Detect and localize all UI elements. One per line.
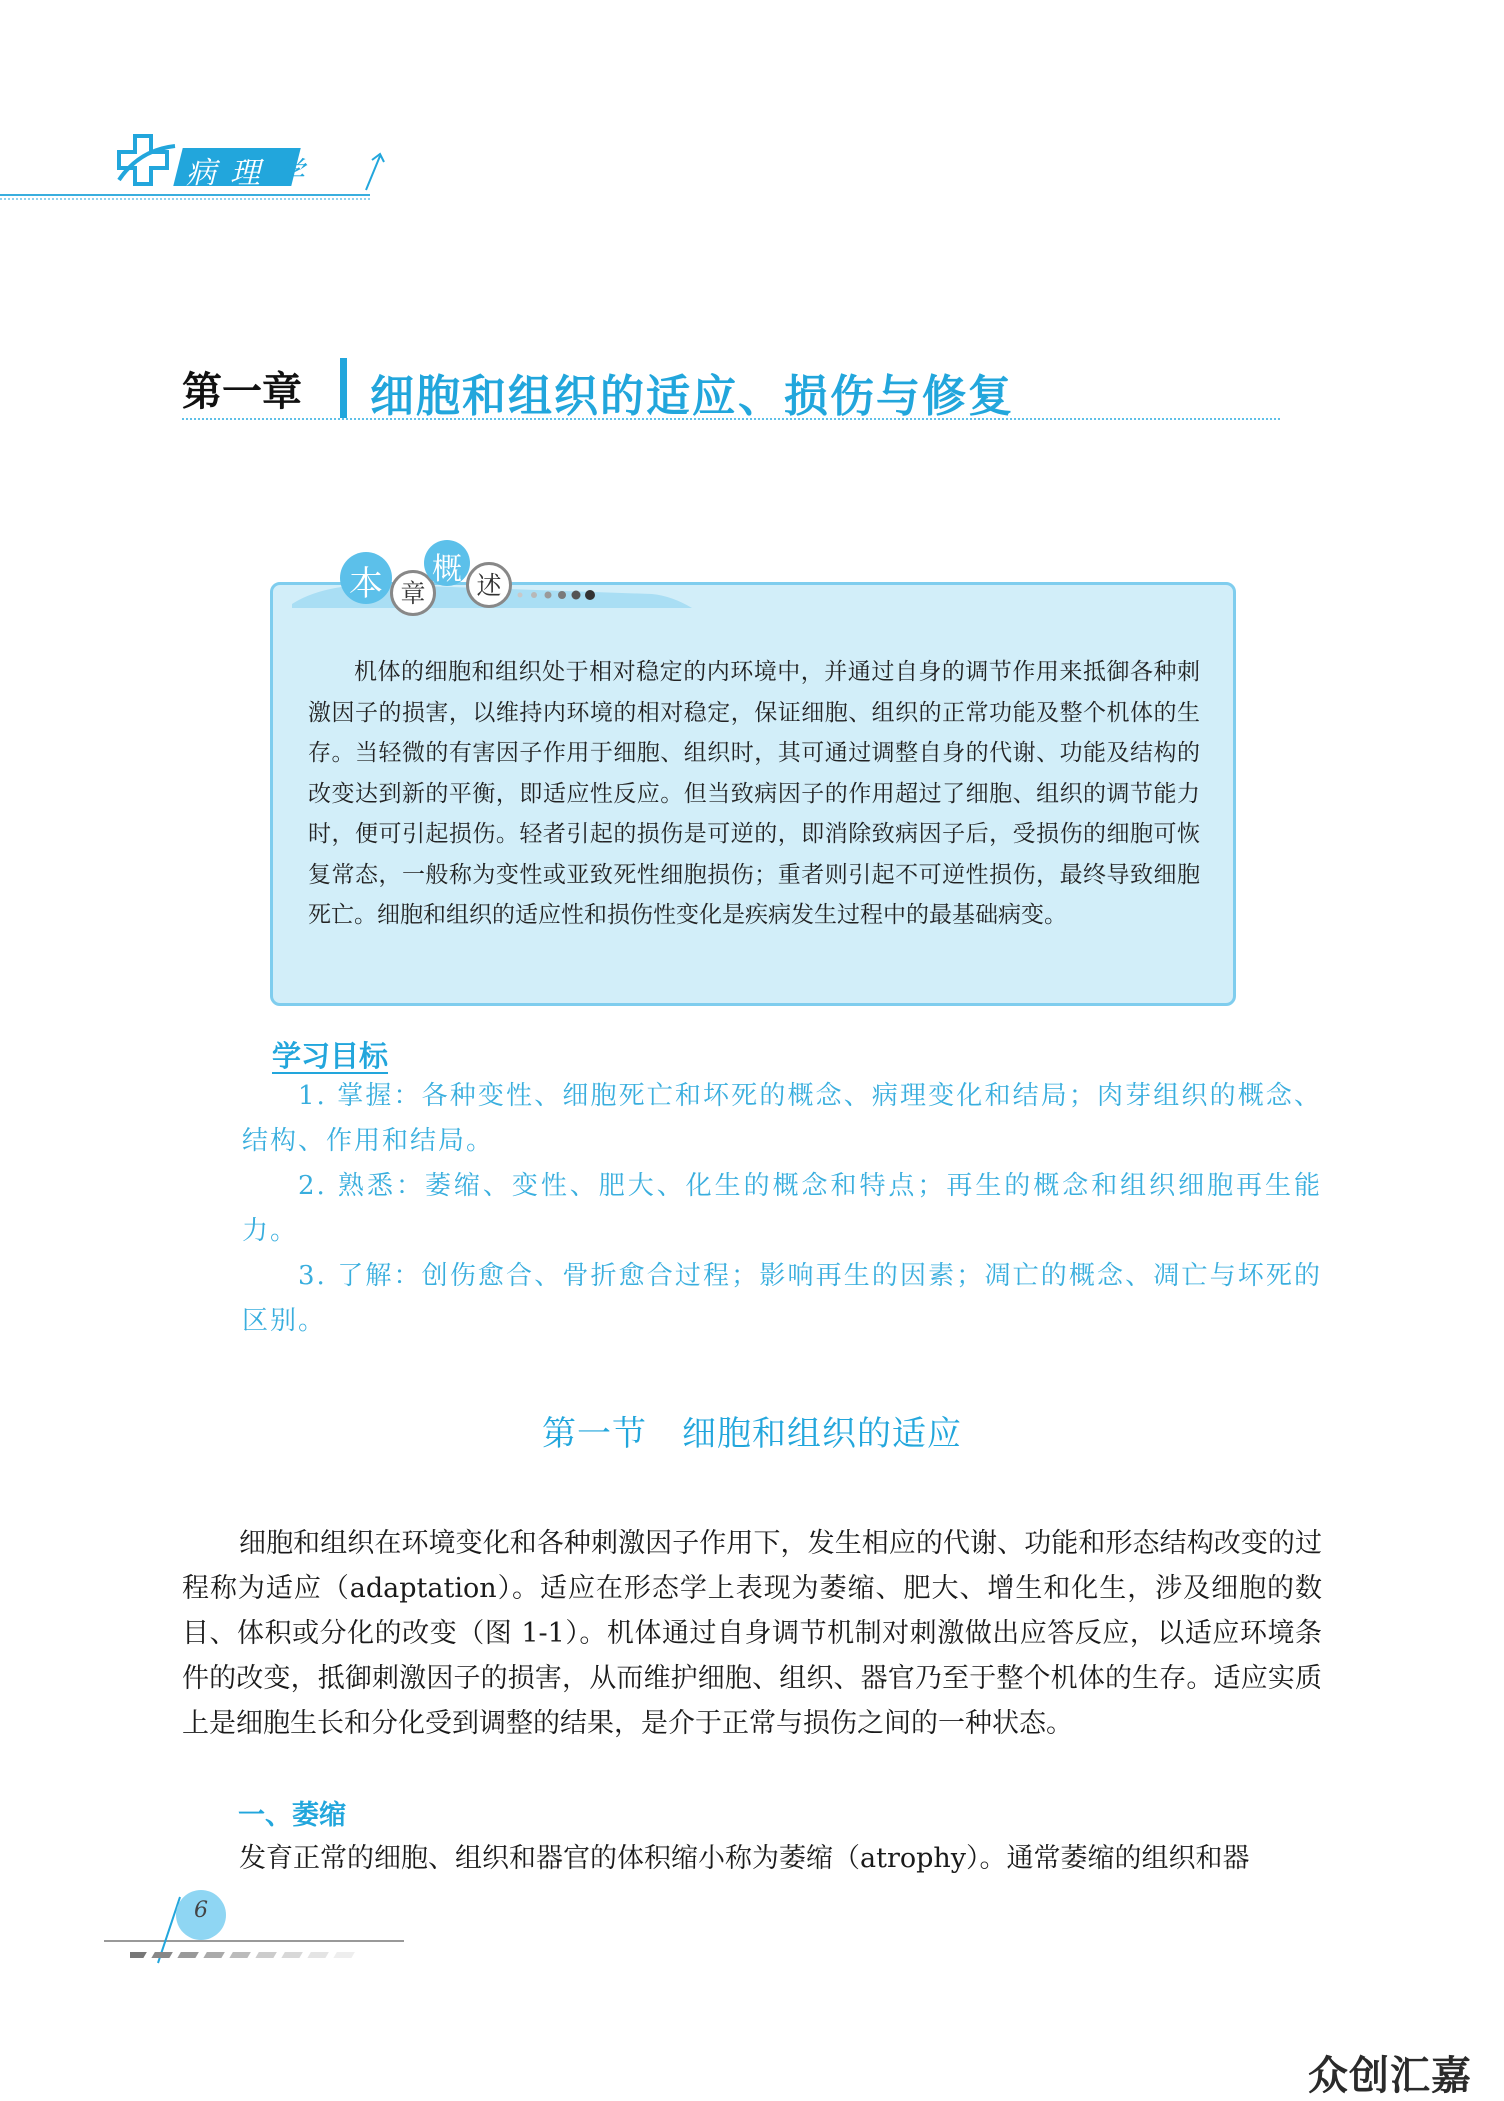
watermark: 众创汇嘉 <box>1308 2053 1472 2099</box>
page-number: 6 <box>194 1898 208 1923</box>
header-dotted-rule <box>0 198 370 200</box>
section-paragraph-2: 发育正常的细胞、组织和器官的体积缩小称为萎缩（atrophy）。通常萎缩的组织和器 <box>239 1843 1250 1874</box>
footer-dash-strip <box>130 1950 410 1960</box>
book-title-char-3: 学 <box>274 156 318 191</box>
chapter-label: 第一章 <box>182 369 302 415</box>
summary-tab-char-3: 概 <box>432 552 462 587</box>
chapter-summary-text: 机体的细胞和组织处于相对稳定的内环境中，并通过自身的调节作用来抵御各种刺激因子的损害，以维持内环境的相对稳定，保证细胞、组织的正常功能及整个机体的生存。当轻微的有害因子作用于细胞、组织时，其可通过调整自身的代谢、功能及结构的改变达到新的平衡，即适应性反应。但当致病因子的作用超过了细胞、组织的调节能力时，便可引起损伤。轻者引起的损伤是可逆的，即消除致病因子后，受损伤的细胞可恢复常态，一般称为变性或亚致死性细胞损伤；重者则引起不可逆性损伤，最终导致细胞死亡。细胞和组织的适应性和损伤性变化是疾病发生过程中的最基础病变。 <box>308 659 1200 928</box>
objectives-heading: 学习目标 <box>272 1039 389 1073</box>
book-title-char-2: 理 <box>230 156 274 191</box>
header-rule <box>0 194 370 196</box>
summary-tab-char-1: 本 <box>349 564 383 604</box>
footer-rule <box>104 1940 404 1942</box>
book-title <box>186 148 318 192</box>
summary-tab-char-2: 章 <box>400 579 426 608</box>
header-arrow-icon <box>360 150 390 194</box>
objective-item-2: 2. 熟悉：萎缩、变性、肥大、化生的概念和特点；再生的概念和组织细胞再生能力。 <box>242 1171 1322 1246</box>
objective-item-3: 3. 了解：创伤愈合、骨折愈合过程；影响再生的因素；凋亡的概念、凋亡与坏死的区别。 <box>242 1261 1322 1336</box>
section-paragraph-1: 细胞和组织在环境变化和各种刺激因子作用下，发生相应的代谢、功能和形态结构改变的过程称为适应（adaptation）。适应在形态学上表现为萎缩、肥大、增生和化生，涉及细胞的数目、体积或分化的改变（图 1-1）。机体通过自身调节机制对刺激做出应答反应，以适应环境条件的改变，抵御刺激因子的损害，从而维护细胞、组织、器官乃至于整个机体的生存。适应实质上是细胞生长和分化受到调整的结果，是介于正常与损伤之间的一种状态。 <box>182 1528 1322 1739</box>
chapter-title: 细胞和组织的适应、损伤与修复 <box>370 371 1014 422</box>
chapter-dotted-rule <box>182 418 1280 420</box>
section-heading: 第一节 细胞和组织的适应 <box>542 1414 962 1454</box>
chapter-divider-bar <box>340 358 347 418</box>
objective-item-1: 1. 掌握：各种变性、细胞死亡和坏死的概念、病理变化和结局；肉芽组织的概念、结构、作用和结局。 <box>242 1081 1322 1156</box>
summary-tab-char-4: 述 <box>476 571 502 600</box>
book-title-char-1: 病 <box>186 156 230 191</box>
subsection-heading-atrophy: 一、萎缩 <box>238 1800 346 1831</box>
